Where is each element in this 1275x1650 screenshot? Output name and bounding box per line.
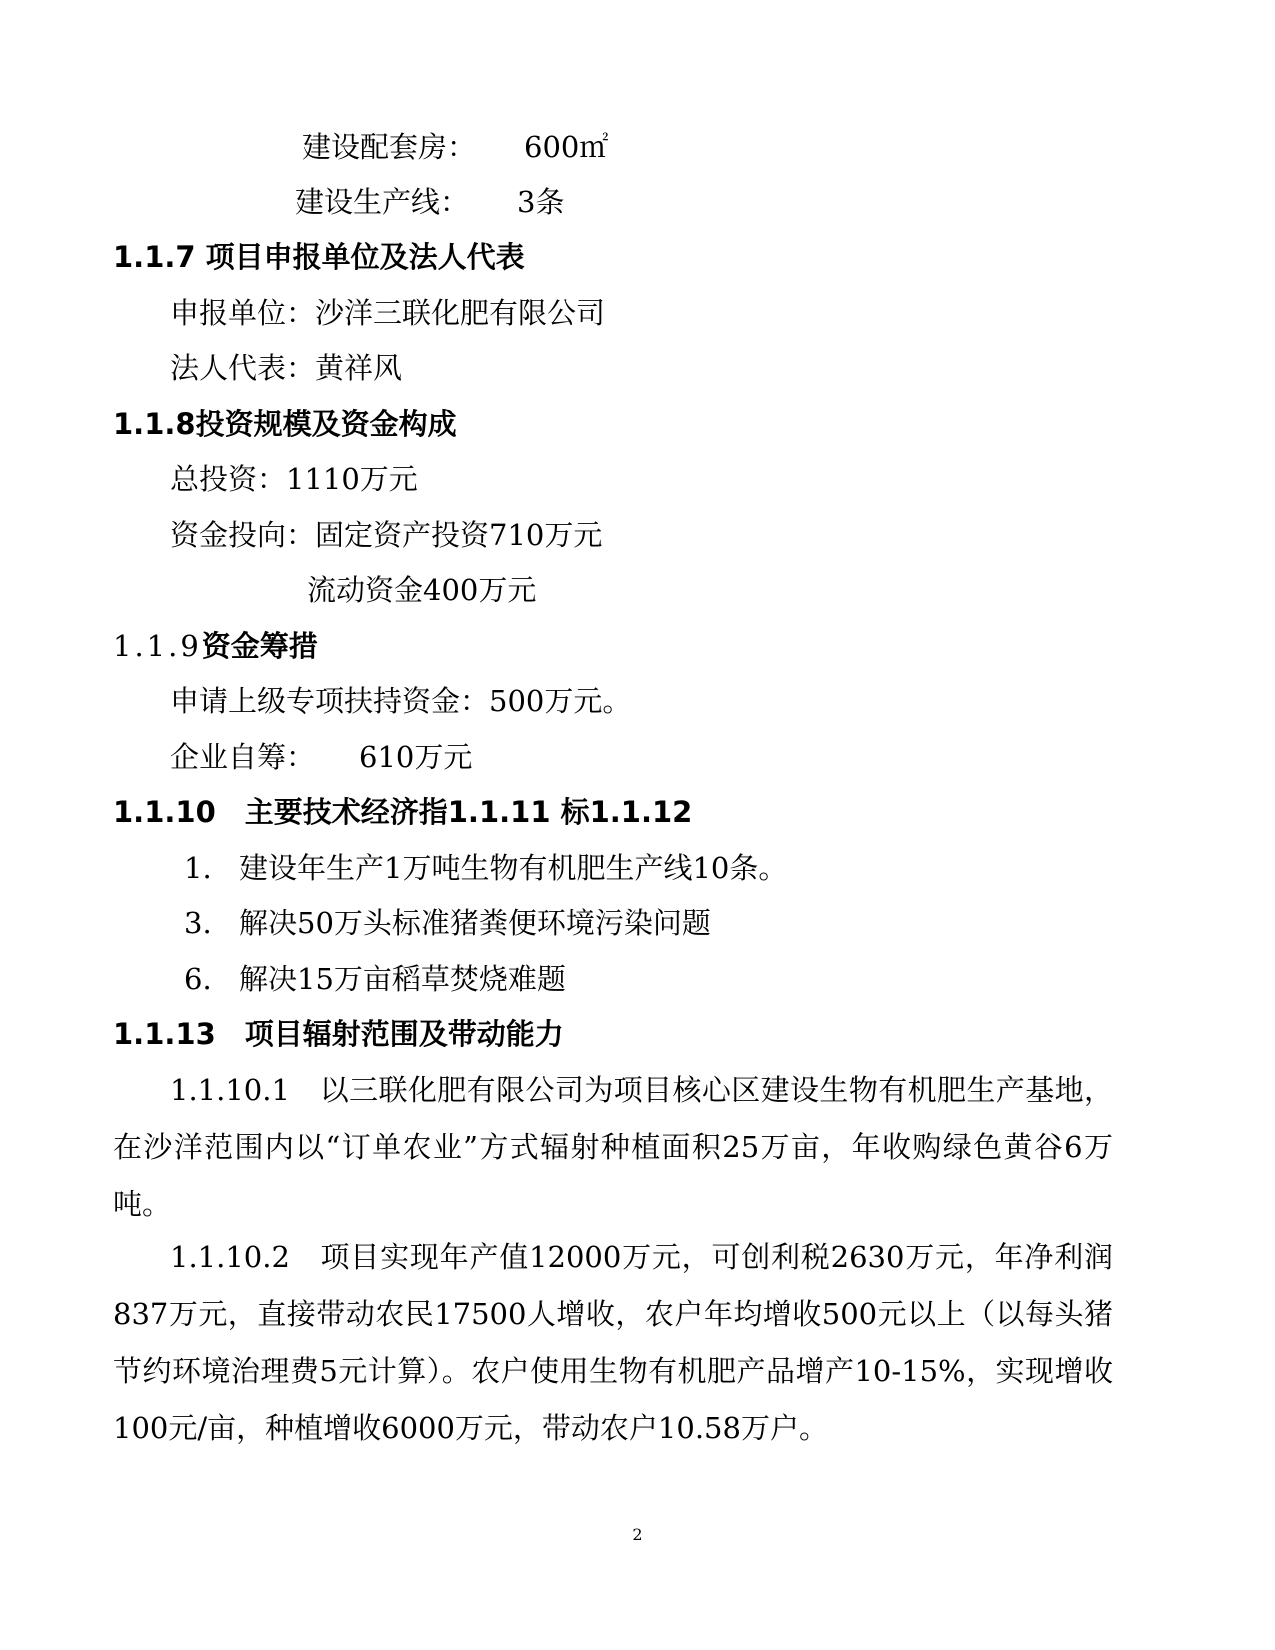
list-item-text: 解决50万头标准猪粪便环境污染问题 xyxy=(239,906,711,940)
build-item-value: 600㎡ xyxy=(524,130,609,164)
build-item-value: 3条 xyxy=(517,185,565,219)
investment-direction: 资金投向：固定资产投资710万元 xyxy=(170,518,603,552)
working-capital: 流动资金400万元 xyxy=(307,573,537,607)
build-item-label: 建设配套房： xyxy=(302,130,477,164)
legal-representative: 法人代表：黄祥风 xyxy=(170,351,403,385)
list-item-text: 解决15万亩稻草焚烧难题 xyxy=(239,962,566,996)
list-item-text: 建设年生产1万吨生物有机肥生产线10条。 xyxy=(239,851,788,885)
page-number: 2 xyxy=(632,1525,643,1544)
section-heading-1-1-10: 1.1.10 主要技术经济指1.1.11 标1.1.12 xyxy=(113,795,693,829)
section-heading-1-1-7: 1.1.7 项目申报单位及法人代表 xyxy=(113,240,525,274)
self-raised-label: 企业自筹： xyxy=(170,740,316,774)
list-item xyxy=(184,848,787,888)
build-item-lines xyxy=(295,182,564,222)
section-heading-1-1-9 xyxy=(113,626,318,666)
self-raised-funds xyxy=(170,737,472,777)
self-raised-value: 610万元 xyxy=(359,740,473,774)
paragraph-economic-benefit: 1.1.10.2 项目实现年产值12000万元，可创利税2630万元，年净利润837万元，直接带动农民17500人增收，农户年均增收500元以上（以每头猪节约环境治理费5元计算）。农户使用生物有机肥产品增产10-15%，实现增收100元/亩，种植增收6000万元，带动农户10.58万户。 xyxy=(113,1240,1113,1445)
list-item xyxy=(184,903,711,943)
section-heading-1-1-13: 1.1.13 项目辐射范围及带动能力 xyxy=(113,1017,564,1051)
special-fund-request: 申请上级专项扶持资金：500万元。 xyxy=(170,684,632,718)
build-item-label: 建设生产线： xyxy=(295,185,470,219)
list-item-number: 1. xyxy=(184,851,212,885)
total-investment: 总投资：1110万元 xyxy=(170,462,418,496)
list-item xyxy=(184,959,566,999)
list-item-number: 6. xyxy=(184,962,212,996)
applicant-unit: 申报单位：沙洋三联化肥有限公司 xyxy=(170,296,606,330)
build-item-housing xyxy=(302,127,608,167)
list-item-number: 3. xyxy=(184,906,212,940)
section-heading-1-1-8: 1.1.8投资规模及资金构成 xyxy=(113,407,457,441)
section-title: 资金筹措 xyxy=(201,629,318,663)
paragraph-radiation-scope: 1.1.10.1 以三联化肥有限公司为项目核心区建设生物有机肥生产基地，在沙洋范围内以“订单农业”方式辐射种植面积25万亩，年收购绿色黄谷6万吨。 xyxy=(113,1073,1113,1221)
section-number: 1.1.9 xyxy=(113,629,202,663)
